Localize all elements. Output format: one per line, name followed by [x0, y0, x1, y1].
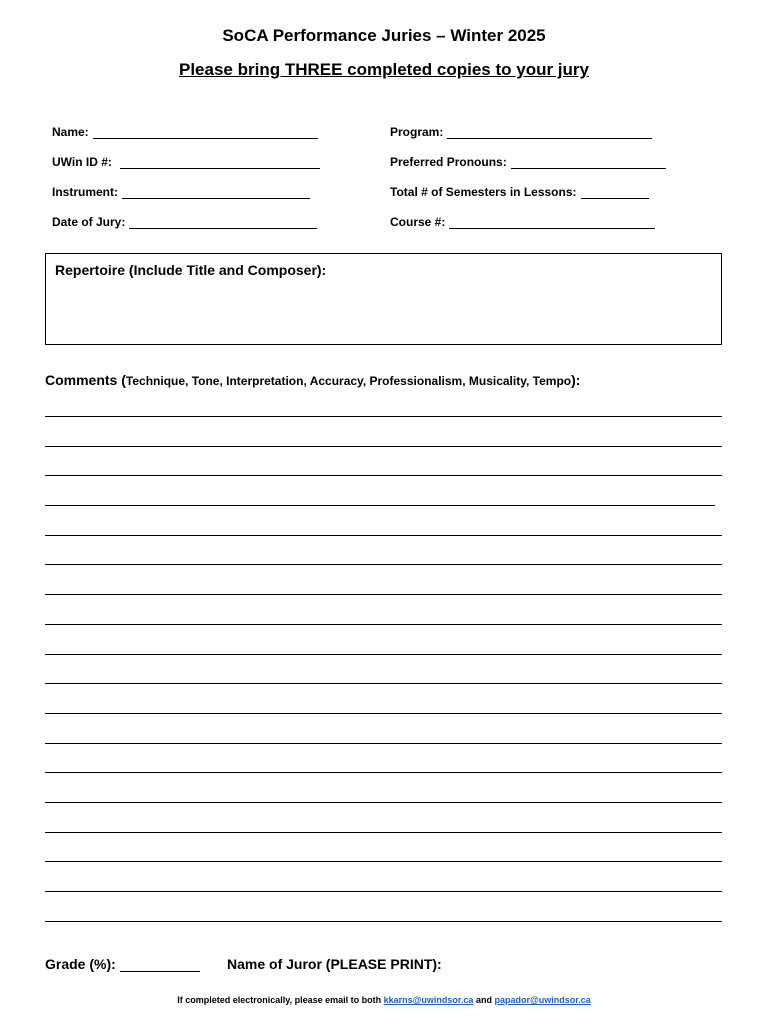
instrument-label: Instrument:: [52, 185, 118, 199]
footer-note: [0, 995, 768, 1005]
comment-line[interactable]: [45, 743, 722, 744]
instrument-field[interactable]: [52, 185, 310, 199]
comment-line[interactable]: [45, 446, 722, 447]
email-link-papador[interactable]: papador@uwindsor.ca: [494, 995, 591, 1005]
comment-line[interactable]: [45, 505, 715, 506]
semesters-blank[interactable]: [581, 186, 649, 199]
instrument-blank[interactable]: [122, 186, 310, 199]
comment-line[interactable]: [45, 832, 722, 833]
email-link-kkarns[interactable]: kkarns@uwindsor.ca: [383, 995, 474, 1005]
grade-label: Grade (%):: [45, 956, 116, 972]
comment-line[interactable]: [45, 921, 722, 922]
comment-line[interactable]: [45, 802, 722, 803]
semesters-field[interactable]: [390, 185, 649, 199]
date-of-jury-field[interactable]: [52, 215, 317, 229]
name-field[interactable]: [52, 125, 318, 139]
comment-line[interactable]: [45, 475, 722, 476]
repertoire-box[interactable]: [45, 253, 722, 345]
name-blank[interactable]: [93, 126, 318, 139]
footer-and: and: [473, 995, 495, 1005]
program-label: Program:: [390, 125, 444, 139]
comment-line[interactable]: [45, 564, 722, 565]
pronouns-field[interactable]: [390, 155, 666, 169]
name-label: Name:: [52, 125, 89, 139]
program-field[interactable]: [390, 125, 652, 139]
comments-label: Comments (: [45, 372, 126, 388]
comments-criteria: Technique, Tone, Interpretation, Accuracy, Professionalism, Musicality, Tempo: [125, 374, 572, 388]
comment-line[interactable]: [45, 416, 722, 417]
comment-line[interactable]: [45, 683, 722, 684]
course-label: Course #:: [390, 215, 446, 229]
date-of-jury-blank[interactable]: [129, 216, 317, 229]
uwin-id-label: UWin ID #:: [52, 155, 112, 169]
semesters-label: Total # of Semesters in Lessons:: [390, 185, 577, 199]
course-field[interactable]: [390, 215, 655, 229]
comment-line[interactable]: [45, 624, 722, 625]
form-subtitle: Please bring THREE completed copies to your jury: [179, 60, 589, 79]
comment-line[interactable]: [45, 713, 722, 714]
comment-line[interactable]: [45, 861, 722, 862]
comments-heading: [45, 372, 580, 390]
comment-line[interactable]: [45, 891, 722, 892]
uwin-id-field[interactable]: [52, 155, 320, 169]
form-title: SoCA Performance Juries – Winter 2025: [222, 26, 546, 45]
juror-label: Name of Juror (PLEASE PRINT):: [227, 956, 442, 972]
uwin-id-blank[interactable]: [120, 156, 320, 169]
comment-line[interactable]: [45, 535, 722, 536]
comment-line[interactable]: [45, 594, 722, 595]
comment-line[interactable]: [45, 654, 722, 655]
course-blank[interactable]: [449, 216, 655, 229]
grade-field[interactable]: [45, 956, 200, 972]
juror-field[interactable]: [227, 956, 442, 972]
comments-close: ):: [571, 372, 581, 388]
comment-line[interactable]: [45, 772, 722, 773]
pronouns-label: Preferred Pronouns:: [390, 155, 507, 169]
program-blank[interactable]: [447, 126, 652, 139]
footer-text: If completed electronically, please email to both: [177, 995, 384, 1005]
pronouns-blank[interactable]: [511, 156, 666, 169]
grade-blank[interactable]: [120, 957, 200, 972]
repertoire-label: Repertoire (Include Title and Composer):: [55, 262, 327, 278]
date-of-jury-label: Date of Jury:: [52, 215, 126, 229]
